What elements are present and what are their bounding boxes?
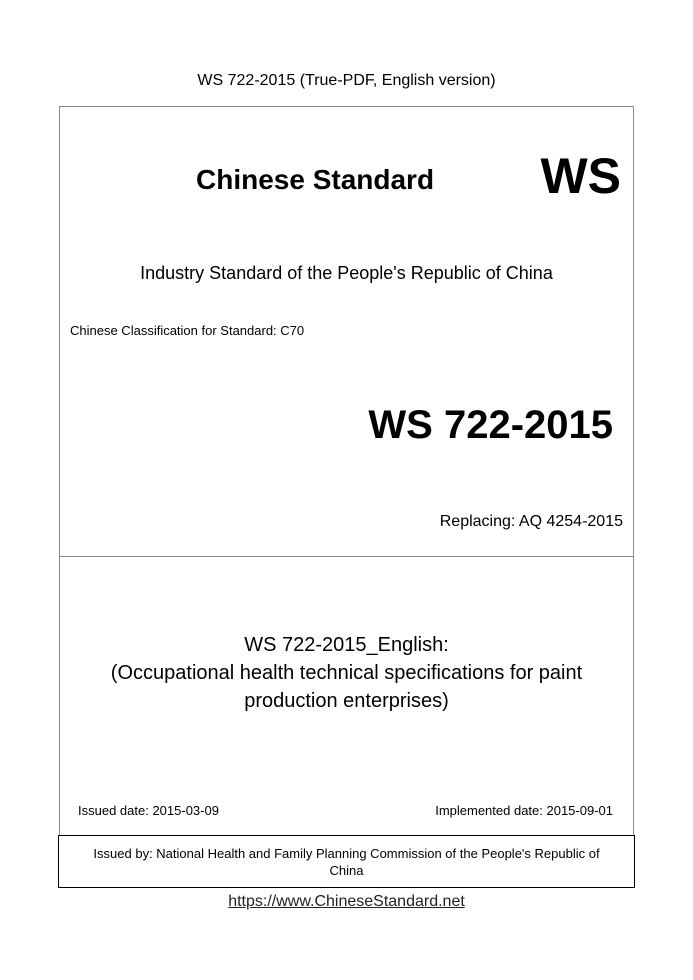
description-line-1: WS 722-2015_English:: [244, 634, 449, 656]
replacing: Replacing: AQ 4254-2015: [439, 513, 623, 530]
cover-frame: [59, 106, 634, 888]
issuer-line-1: Issued by: National Health and Family Planning Commission of the People's Republic of: [93, 846, 600, 861]
description-line-2: (Occupational health technical specifications for paint: [110, 662, 583, 684]
issuer-box: [58, 835, 635, 888]
page-header: WS 722-2015 (True-PDF, English version): [197, 72, 496, 89]
standard-label: Chinese Standard: [196, 164, 435, 195]
standard-number: WS 722-2015: [368, 403, 613, 447]
industry-line: Industry Standard of the People's Republic of China: [140, 263, 553, 283]
cover-bottom-section: [60, 557, 633, 835]
cover-top-section: [60, 107, 633, 557]
classification: Chinese Classification for Standard: C70: [70, 323, 305, 338]
website-link[interactable]: https://www.ChineseStandard.net: [228, 893, 465, 910]
implemented-date: Implemented date: 2015-09-01: [435, 803, 613, 818]
description-line-3: production enterprises): [244, 690, 449, 712]
description: [60, 631, 633, 715]
issued-date: Issued date: 2015-03-09: [78, 803, 219, 818]
issuer-line-2: China: [329, 863, 364, 878]
code-mark: WS: [540, 148, 621, 204]
